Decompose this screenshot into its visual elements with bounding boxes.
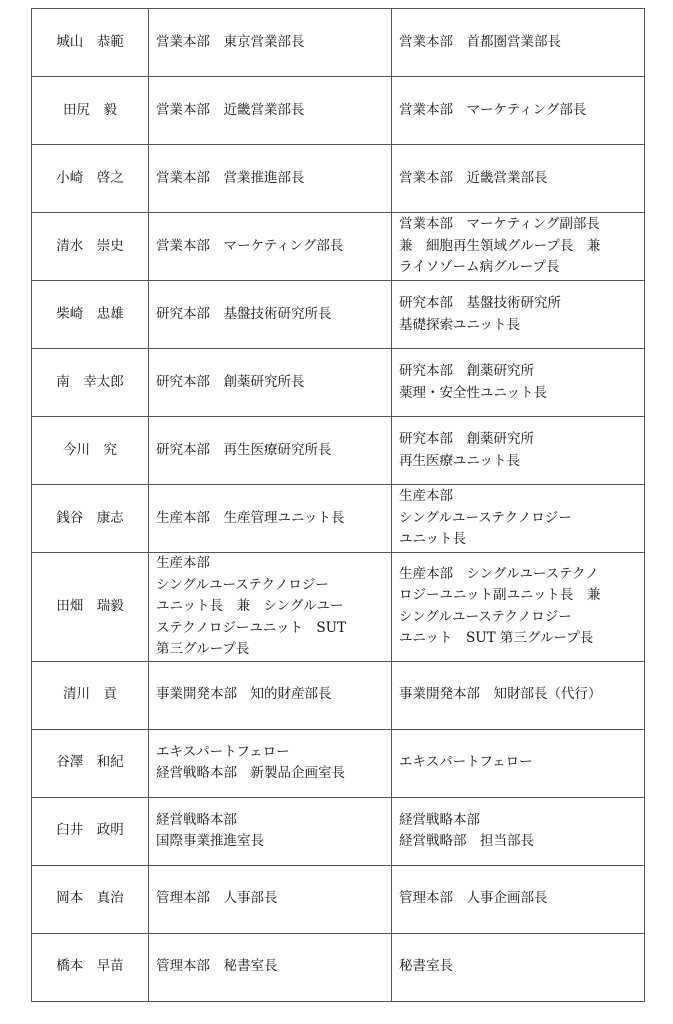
table-row [32,417,645,485]
previous-position-cell: 管理本部 秘書室長 [149,933,392,1001]
table-row [32,145,645,213]
person-name-cell: 清川 貢 [32,661,149,729]
previous-position-cell: エキスパートフェロー 経営戦略本部 新製品企画室長 [149,729,392,797]
new-position-cell: 研究本部 基盤技術研究所 基礎探索ユニット長 [392,281,645,349]
person-name-cell: 橋本 早苗 [32,933,149,1001]
table-row [32,865,645,933]
new-position-cell: 生産本部 シングルユーステクノロジー ユニット長 [392,485,645,553]
person-name-cell: 柴崎 忠雄 [32,281,149,349]
previous-position-cell: 営業本部 東京営業部長 [149,9,392,77]
person-name-cell: 谷澤 和紀 [32,729,149,797]
personnel-table [31,8,645,1002]
previous-position-cell: 生産本部 シングルユーステクノロジー ユニット長 兼 シングルユー ステクノロジーユニット SUT 第三グループ長 [149,553,392,662]
person-name-cell: 岡本 真治 [32,865,149,933]
table-row [32,281,645,349]
new-position-cell: 営業本部 マーケティング部長 [392,77,645,145]
person-name-cell: 小崎 啓之 [32,145,149,213]
previous-position-cell: 研究本部 創薬研究所長 [149,349,392,417]
person-name-cell: 城山 恭範 [32,9,149,77]
previous-position-cell: 経営戦略本部 国際事業推進室長 [149,797,392,865]
previous-position-cell: 管理本部 人事部長 [149,865,392,933]
person-name-cell: 南 幸太郎 [32,349,149,417]
table-row [32,485,645,553]
previous-position-cell: 生産本部 生産管理ユニット長 [149,485,392,553]
table-row [32,349,645,417]
new-position-cell: 研究本部 創薬研究所 再生医療ユニット長 [392,417,645,485]
person-name-cell: 田畑 瑞毅 [32,553,149,662]
new-position-cell: 秘書室長 [392,933,645,1001]
previous-position-cell: 研究本部 基盤技術研究所長 [149,281,392,349]
new-position-cell: 営業本部 マーケティング副部長 兼 細胞再生領域グループ長 兼 ライソゾーム病グループ長 [392,213,645,281]
table-row [32,797,645,865]
table-row [32,933,645,1001]
personnel-table-body [32,9,645,1002]
person-name-cell: 清水 崇史 [32,213,149,281]
previous-position-cell: 営業本部 近畿営業部長 [149,77,392,145]
previous-position-cell: 営業本部 営業推進部長 [149,145,392,213]
new-position-cell: 営業本部 近畿営業部長 [392,145,645,213]
person-name-cell: 田尻 毅 [32,77,149,145]
person-name-cell: 臼井 政明 [32,797,149,865]
person-name-cell: 銭谷 康志 [32,485,149,553]
table-row [32,9,645,77]
new-position-cell: 事業開発本部 知財部長（代行） [392,661,645,729]
new-position-cell: 経営戦略本部 経営戦略部 担当部長 [392,797,645,865]
previous-position-cell: 営業本部 マーケティング部長 [149,213,392,281]
table-row [32,213,645,281]
new-position-cell: 研究本部 創薬研究所 薬理・安全性ユニット長 [392,349,645,417]
previous-position-cell: 研究本部 再生医療研究所長 [149,417,392,485]
new-position-cell: 管理本部 人事企画部長 [392,865,645,933]
new-position-cell: 生産本部 シングルユーステクノ ロジーユニット副ユニット長 兼 シングルユーステクノロジー ユニット SUT 第三グループ長 [392,553,645,662]
table-row [32,661,645,729]
new-position-cell: 営業本部 首都圏営業部長 [392,9,645,77]
table-row [32,729,645,797]
new-position-cell: エキスパートフェロー [392,729,645,797]
person-name-cell: 今川 究 [32,417,149,485]
table-row [32,553,645,662]
previous-position-cell: 事業開発本部 知的財産部長 [149,661,392,729]
table-row [32,77,645,145]
